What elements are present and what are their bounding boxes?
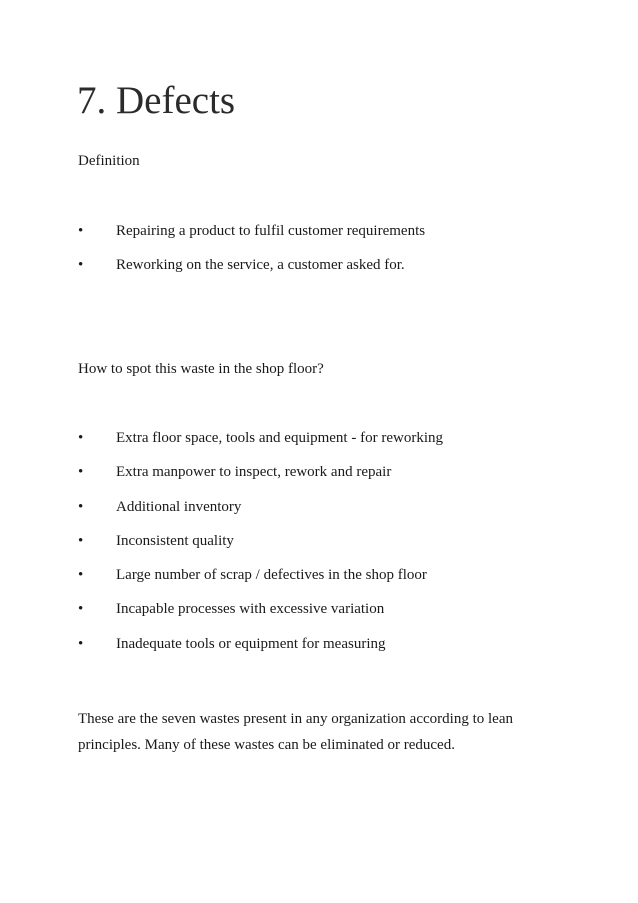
bullet: • <box>78 498 84 515</box>
list-item-text: Extra manpower to inspect, rework and repair <box>116 464 392 481</box>
list-item-text: Reworking on the service, a customer asked for. <box>116 257 405 274</box>
definition-heading: Definition <box>78 153 140 169</box>
bullet: • <box>78 635 84 652</box>
bullet: • <box>78 223 84 239</box>
page-title: 7. Defects <box>77 79 236 122</box>
closing-paragraph <box>78 706 558 758</box>
list-item-text: Inconsistent quality <box>116 532 234 549</box>
bullet: • <box>78 567 84 584</box>
bullet: • <box>78 464 84 481</box>
bullet: • <box>78 257 84 274</box>
bullet: • <box>78 532 84 549</box>
list-item-text: Additional inventory <box>116 498 242 515</box>
list-item-text: Extra floor space, tools and equipment - for reworking <box>116 430 443 446</box>
list-item-text: Incapable processes with excessive variation <box>116 601 385 618</box>
bullet: • <box>78 601 84 618</box>
list-item-text: Repairing a product to fulfil customer requirements <box>116 223 426 239</box>
closing-line-2: principles. Many of these wastes can be eliminated or reduced. <box>78 737 455 753</box>
list-item-text: Inadequate tools or equipment for measuring <box>116 635 386 652</box>
list-item-text: Large number of scrap / defectives in the shop floor <box>116 567 427 584</box>
bullet: • <box>78 430 84 446</box>
spot-heading: How to spot this waste in the shop floor? <box>78 361 324 377</box>
closing-line-1: These are the seven wastes present in any organization according to lean <box>78 711 513 727</box>
